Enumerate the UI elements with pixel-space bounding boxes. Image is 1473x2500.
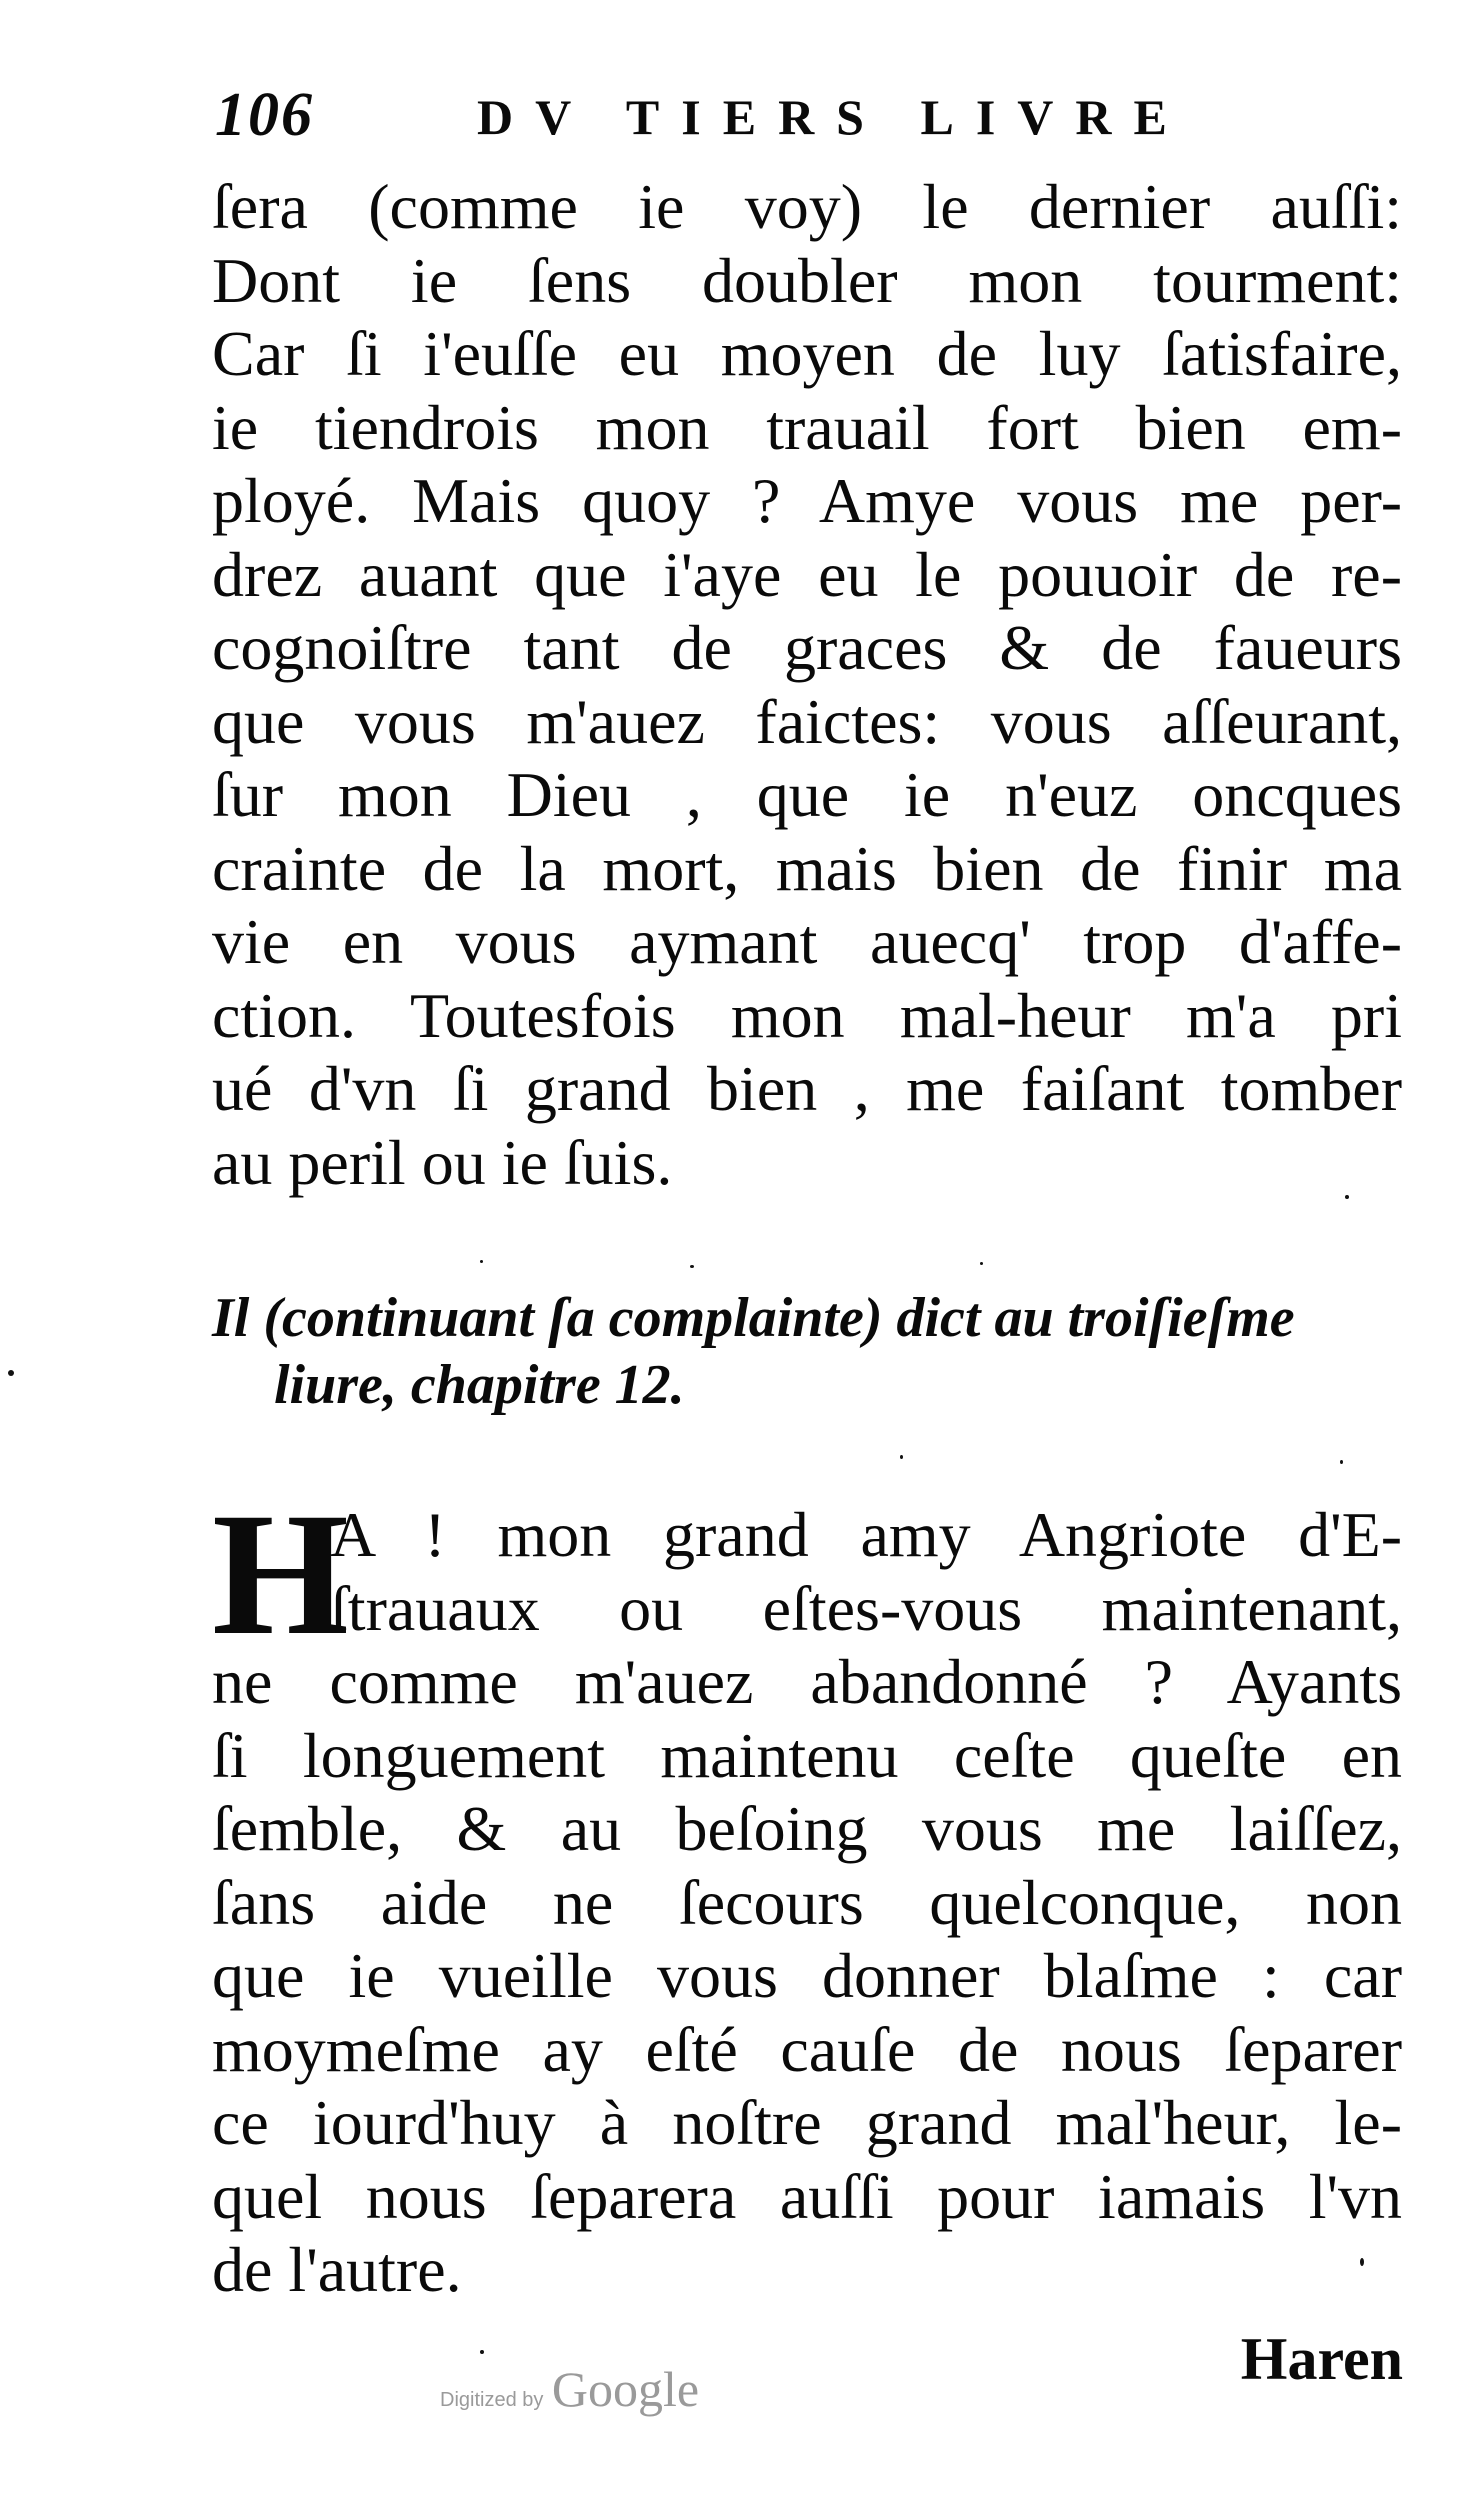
- text-line: de l'autre.: [212, 2234, 462, 2305]
- running-head: [215, 80, 1395, 170]
- scan-speck: [8, 1370, 14, 1376]
- scan-speck: [480, 1260, 483, 1263]
- text-line: au peril ou ie ſuis.: [212, 1126, 673, 1198]
- text-line: ſans aide ne ſecours quelconque, non: [212, 1866, 1402, 1938]
- text-line: quel nous ſeparera auſſi pour iamais l'vn: [212, 2160, 1402, 2232]
- text-line: vie en vous aymant auecq' trop d'affe-: [212, 906, 1402, 977]
- text-line: ſera (comme ie voy) le dernier auſſi:: [212, 171, 1402, 242]
- scan-speck: [1360, 2258, 1364, 2266]
- scan-speck: [1340, 1460, 1343, 1464]
- text-line: que vous m'auez faictes: vous aſſeurant,: [212, 685, 1402, 757]
- text-line: ué d'vn ſi grand bien , me faiſant tomber: [212, 1053, 1402, 1124]
- text-line: drez auant que i'aye eu le pouuoir de re-: [212, 538, 1402, 610]
- page-number: 106: [215, 81, 314, 149]
- digitized-by-text: Digitized by: [440, 2389, 544, 2411]
- catchword: Haren: [1240, 2326, 1403, 2392]
- text-line: ployé. Mais quoy ? Amye vous me per-: [212, 465, 1402, 536]
- text-line: A ! mon grand amy Angriote d'E-: [330, 1499, 1402, 1570]
- text-line: cognoiſtre tant de graces & de faueurs: [212, 612, 1402, 683]
- paragraph-lament: [212, 1477, 1402, 2307]
- section-heading: [212, 1285, 1402, 1419]
- digitization-watermark: [440, 2360, 699, 2418]
- text-line: ſtrauaux ou eſtes-vous maintenant,: [330, 1572, 1402, 1644]
- text-line: ne comme m'auez abandonné ? Ayants: [212, 1646, 1402, 1717]
- scan-speck: [480, 2350, 484, 2354]
- text-line: ſi longuement maintenu ceſte queſte en: [212, 1719, 1402, 1791]
- heading-line: Il (continuant ſa complainte) dict au troiſieſme: [212, 1287, 1295, 1349]
- google-logo: Google: [551, 2361, 700, 2417]
- heading-line: liure, chapitre 12.: [274, 1354, 685, 1416]
- text-line: ie tiendrois mon trauail fort bien em-: [212, 391, 1402, 463]
- text-line: moymeſme ay eſté cauſe de nous ſeparer: [212, 2013, 1402, 2085]
- text-line: Car ſi i'euſſe eu moyen de luy ſatisfaire,: [212, 318, 1402, 389]
- text-line: ce iourd'huy à noſtre grand mal'heur, le-: [212, 2087, 1402, 2158]
- paragraph-letter-end: [212, 170, 1402, 1199]
- scan-speck: [900, 1455, 903, 1459]
- scan-speck: [1345, 1195, 1349, 1199]
- text-line: que ie vueille vous donner blaſme : car: [212, 1940, 1402, 2011]
- text-line: ſur mon Dieu , que ie n'euz oncques: [212, 759, 1402, 830]
- running-title: DV TIERS LIVRE: [477, 89, 1189, 145]
- scan-speck: [980, 1262, 983, 1265]
- text-line: ction. Toutesfois mon mal-heur m'a pri: [212, 979, 1402, 1051]
- text-line: Dont ie ſens doubler mon tourment:: [212, 244, 1402, 316]
- drop-cap: H: [212, 1477, 349, 1672]
- text-line: ſemble, & au beſoing vous me laiſſez,: [212, 1793, 1402, 1864]
- text-line: crainte de la mort, mais bien de finir ma: [212, 832, 1402, 904]
- scan-speck: [690, 1265, 694, 1268]
